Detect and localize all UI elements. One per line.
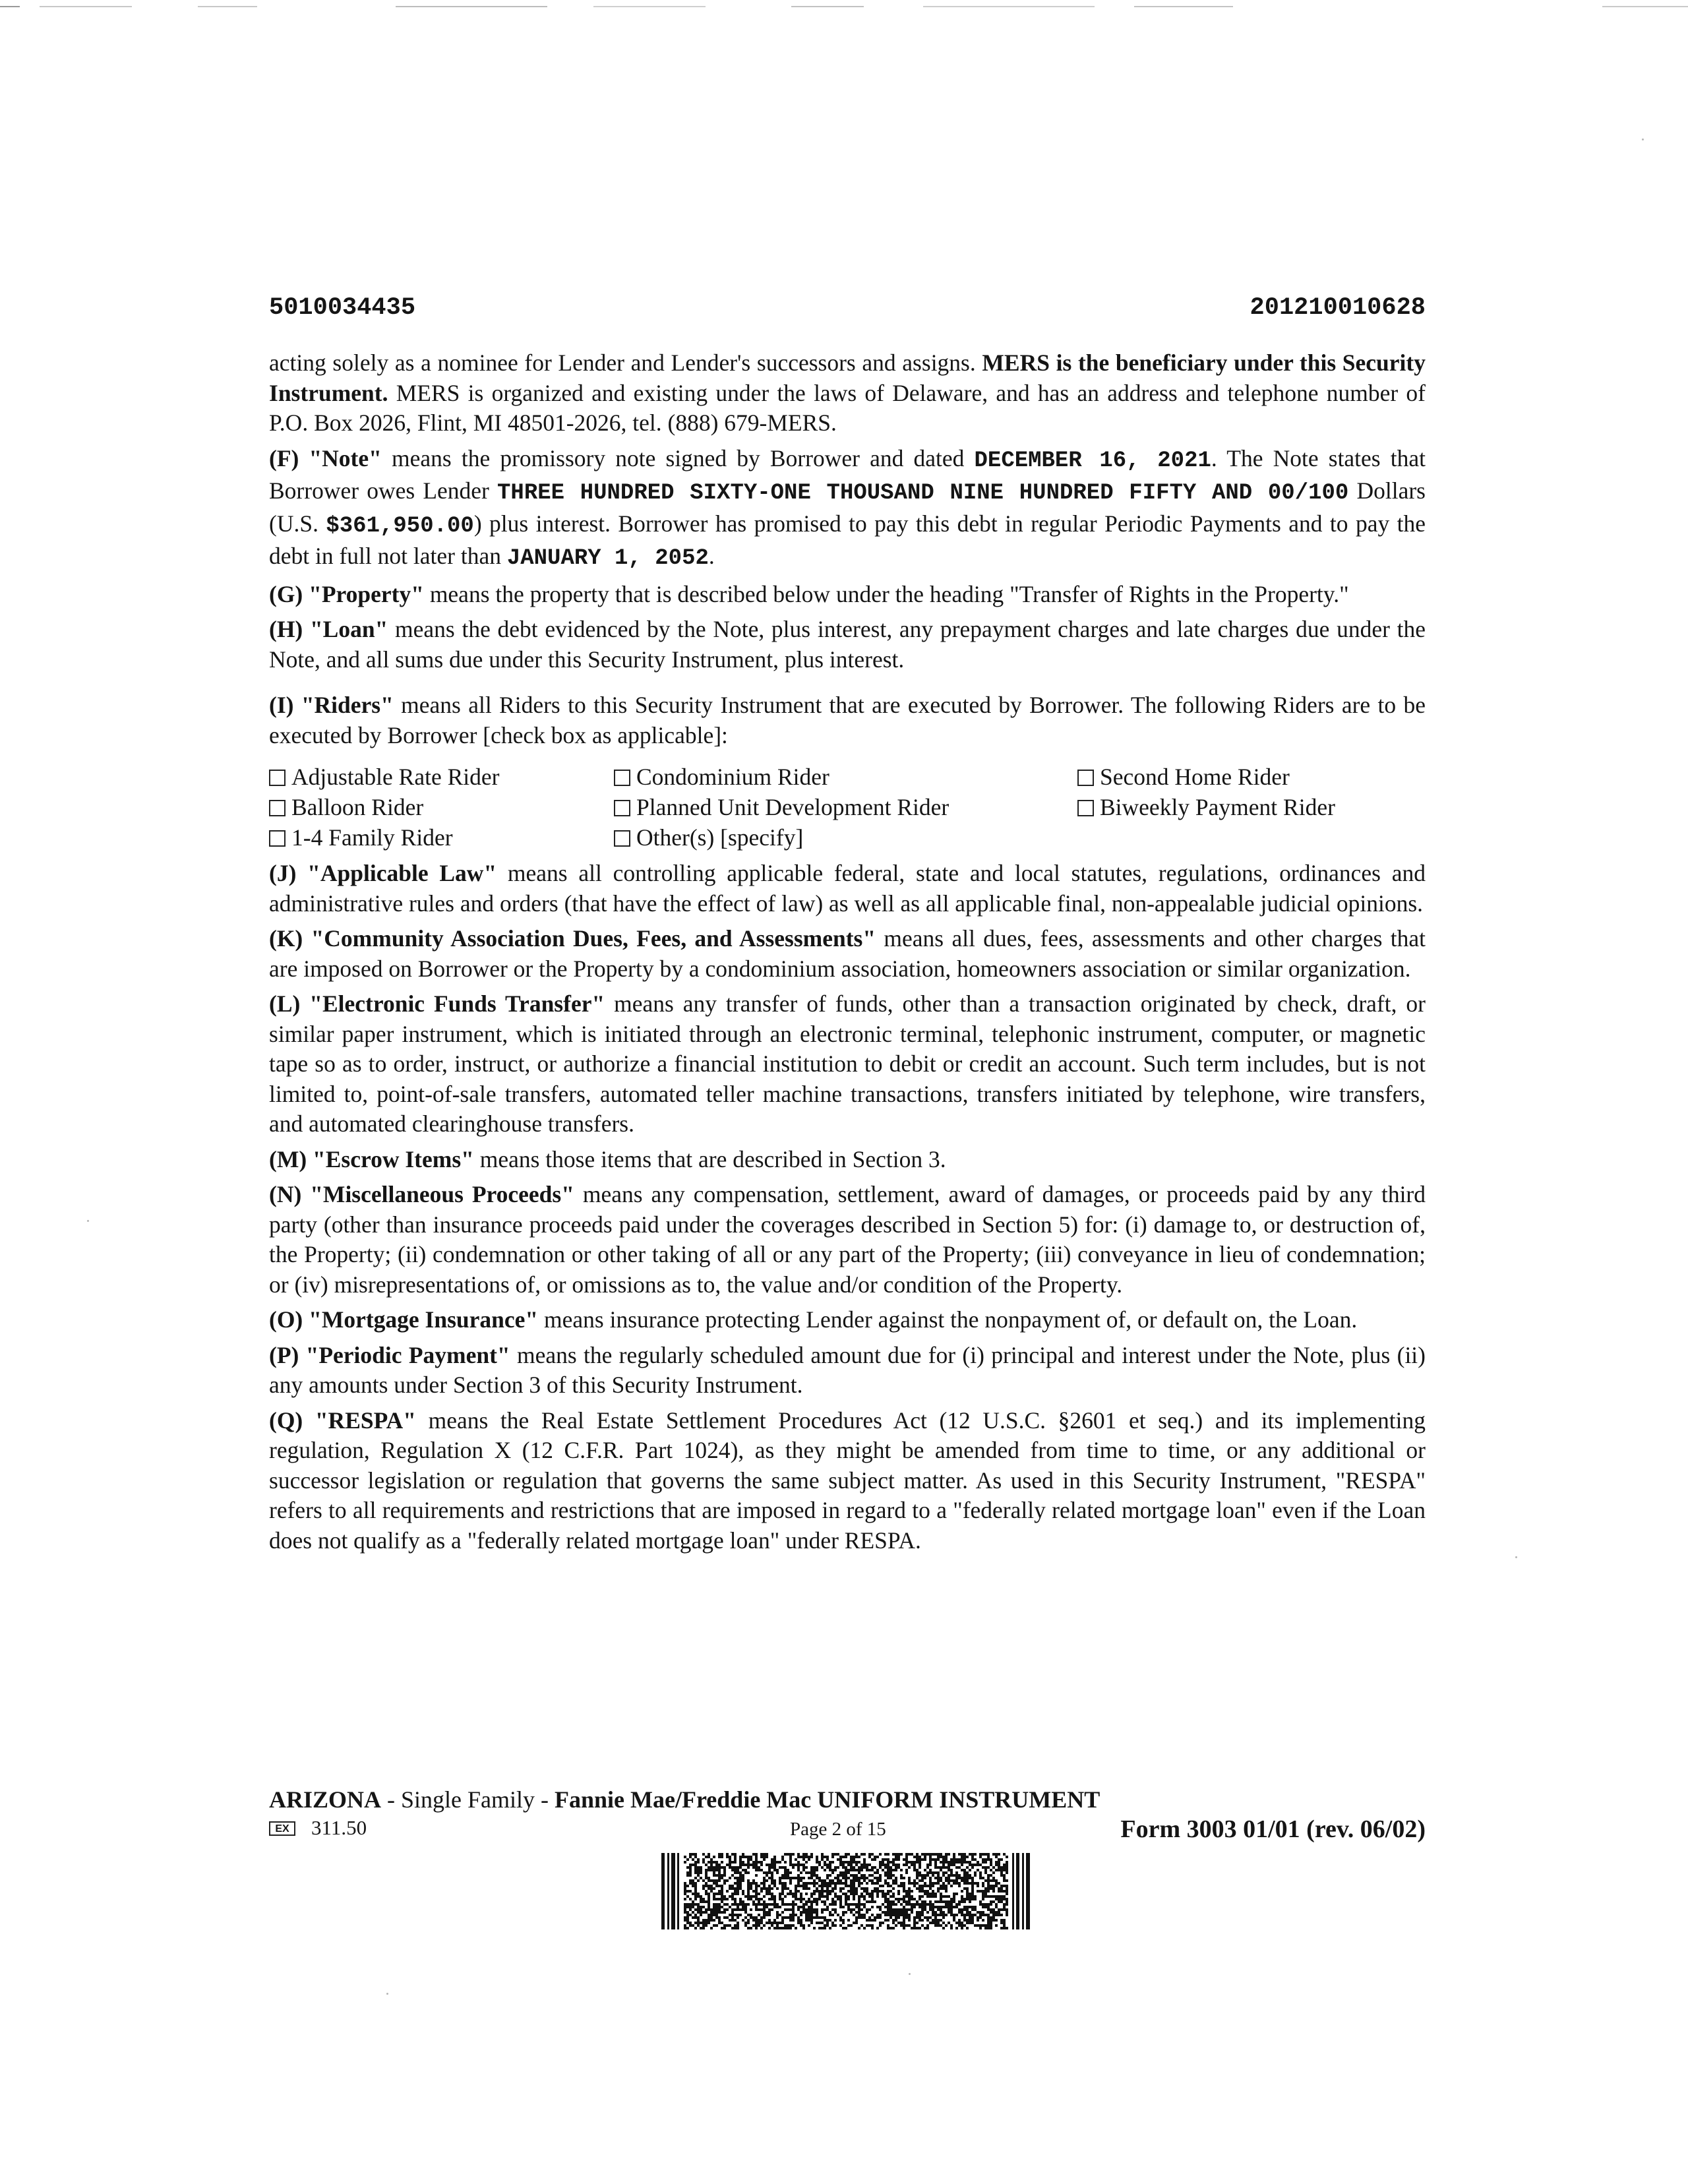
definition-term: (O) "Mortgage Insurance": [269, 1306, 539, 1333]
definition-term: (K) "Community Association Dues, Fees, and Assessments": [269, 925, 876, 952]
rider-condominium[interactable]: Condominium Rider: [614, 762, 829, 793]
definition-misc-proceeds: (N) "Miscellaneous Proceeds" means any compensation, settlement, award of damages, or proceeds paid by any third party (other than insurance proceeds paid under the coverages described in Section 5) for: (i) damage to, or destruction of, the Property; (ii) condemnation or other taking of all or any part of the Property; (iii) conveyance in lieu of condemnation; or (iv) misrepresentations of, or omissions as to, the value and/or condition of the Property.: [269, 1181, 1426, 1298]
scan-speck: [1515, 1556, 1517, 1558]
barcode-icon: [661, 1853, 1031, 1929]
definition-property: (G) "Property" means the property that is described below under the heading "Transfer of Rights in the Property.": [269, 580, 1349, 607]
definition-term: (F) "Note": [269, 444, 382, 471]
rider-planned-unit-development[interactable]: Planned Unit Development Rider: [614, 793, 949, 823]
definition-mortgage-insurance: (O) "Mortgage Insurance" means insurance protecting Lender against the nonpayment of, or default on, the Loan.: [269, 1306, 1358, 1333]
rider-1-4-family[interactable]: 1-4 Family Rider: [269, 823, 453, 853]
definition-term: (L) "Electronic Funds Transfer": [269, 990, 605, 1017]
loan-amount-words: THREE HUNDRED SIXTY-ONE THOUSAND NINE HUNDRED FIFTY AND 00/100: [497, 481, 1349, 506]
definition-term: (J) "Applicable Law": [269, 860, 497, 886]
document-number: 201210010628: [1250, 294, 1426, 322]
rider-balloon[interactable]: Balloon Rider: [269, 793, 423, 823]
page-number: Page 2 of 15: [790, 1819, 886, 1840]
checkbox-icon[interactable]: [269, 770, 286, 786]
definition-term: (N) "Miscellaneous Proceeds": [269, 1181, 574, 1207]
scan-speck: [1642, 138, 1644, 140]
scan-speck: [87, 1220, 89, 1222]
definition-escrow-items: (M) "Escrow Items" means those items that are described in Section 3.: [269, 1145, 946, 1172]
definition-community-dues: (K) "Community Association Dues, Fees, and Assessments" means all dues, fees, assessments and other charges that are imposed on Borrower or the Property by a condominium association, homeowners association or similar organization.: [269, 925, 1426, 982]
rider-adjustable-rate[interactable]: Adjustable Rate Rider: [269, 762, 499, 793]
footer-instrument: Fannie Mae/Freddie Mac UNIFORM INSTRUMENT: [555, 1786, 1100, 1813]
definition-term: (M) "Escrow Items": [269, 1145, 474, 1172]
definition-eft: (L) "Electronic Funds Transfer" means any transfer of funds, other than a transaction originated by check, draft, or similar paper instrument, which is initiated through an electronic terminal, telephonic instrument, computer, or magnetic tape so as to order, instruct, or authorize a financial institution to debit or credit an account. Such term includes, but is not limited to, point-of-sale transfers, automated teller machine transactions, transfers initiated by telephone, wire transfers, and automated clearinghouse transfers.: [269, 990, 1426, 1137]
checkbox-icon[interactable]: [1077, 770, 1094, 786]
page-header: [269, 294, 1426, 326]
footer-state: ARIZONA: [269, 1786, 382, 1813]
loan-number: 5010034435: [269, 294, 416, 322]
definition-term: (P) "Periodic Payment": [269, 1341, 510, 1368]
definition-term: (H) "Loan": [269, 616, 388, 642]
ex-logo-icon: EX: [269, 1821, 295, 1836]
checkbox-icon[interactable]: [269, 800, 286, 816]
definition-respa: (Q) "RESPA" means the Real Estate Settlement Procedures Act (12 U.S.C. §2601 et seq.) and its implementing regulation, Regulation X (12 C.F.R. Part 1024), as they might be amended from time to time, or any additional or successor legislation or regulation that governs the same subject matter. As used in this Security Instrument, "RESPA" refers to all requirements and restrictions that are imposed in regard to a "federally related mortgage loan" even if the Loan does not qualify as a "federally related mortgage loan" under RESPA.: [269, 1407, 1426, 1554]
definition-riders: (I) "Riders" means all Riders to this Security Instrument that are executed by Borrower. The following Riders are to be executed by Borrower [check box as applicable]:: [269, 692, 1426, 748]
definition-applicable-law: (J) "Applicable Law" means all controlling applicable federal, state and local statutes, regulations, ordinances and administrative rules and orders (that have the effect of law) as well as all applicable final, non-appealable judicial opinions.: [269, 860, 1426, 917]
definition-note: (F) "Note" means the promissory note signed by Borrower and dated DECEMBER 16, 2021. The Note states that Borrower owes Lender THREE HUNDRED SIXTY-ONE THOUSAND NINE HUNDRED FIFTY AND 00/100 Dollars (U.S. $361,950.00) plus interest. Borrower has promised to pay this debt in regular Periodic Payments and to pay the debt in full not later than JANUARY 1, 2052.: [269, 444, 1426, 571]
checkbox-icon[interactable]: [614, 800, 630, 816]
definition-term: (Q) "RESPA": [269, 1407, 417, 1434]
definition-periodic-payment: (P) "Periodic Payment" means the regularly scheduled amount due for (i) principal and interest under the Note, plus (ii) any amounts under Section 3 of this Security Instrument.: [269, 1341, 1426, 1398]
scan-edge-marks: [0, 0, 1688, 12]
footer-instrument-line: ARIZONA - Single Family - Fannie Mae/Freddie Mac UNIFORM INSTRUMENT: [269, 1786, 1100, 1813]
rider-second-home[interactable]: Second Home Rider: [1077, 762, 1290, 793]
maturity-date: JANUARY 1, 2052: [506, 546, 709, 571]
mers-beneficiary-statement: MERS is the beneficiary under this Security Instrument.: [269, 349, 1426, 406]
definition-term: (I) "Riders": [269, 692, 394, 718]
footer-form-line: [269, 1816, 1426, 1845]
rider-checklist: [269, 762, 1426, 853]
checkbox-icon[interactable]: [1077, 800, 1094, 816]
form-code: 311.50: [311, 1816, 367, 1839]
scan-speck: [909, 1973, 911, 1975]
rider-others[interactable]: Other(s) [specify]: [614, 823, 803, 853]
rider-biweekly-payment[interactable]: Biweekly Payment Rider: [1077, 793, 1335, 823]
checkbox-icon[interactable]: [269, 830, 286, 847]
scan-speck: [386, 1993, 388, 1995]
loan-amount: $361,950.00: [326, 513, 474, 539]
note-date: DECEMBER 16, 2021: [974, 448, 1211, 473]
definition-term: (G) "Property": [269, 580, 424, 607]
mers-paragraph: acting solely as a nominee for Lender and Lender's successors and assigns. MERS is the beneficiary under this Security Instrument. MERS is organized and existing under the laws of Delaware, and has an address and telephone number of P.O. Box 2026, Flint, MI 48501-2026, tel. (888) 679-MERS.: [269, 349, 1426, 436]
definition-loan: (H) "Loan" means the debt evidenced by the Note, plus interest, any prepayment charges and late charges due under the Note, and all sums due under this Security Instrument, plus interest.: [269, 616, 1426, 673]
checkbox-icon[interactable]: [614, 770, 630, 786]
form-number: Form 3003 01/01 (rev. 06/02): [1120, 1815, 1426, 1843]
definitions-body: [269, 348, 1426, 1556]
checkbox-icon[interactable]: [614, 830, 630, 847]
